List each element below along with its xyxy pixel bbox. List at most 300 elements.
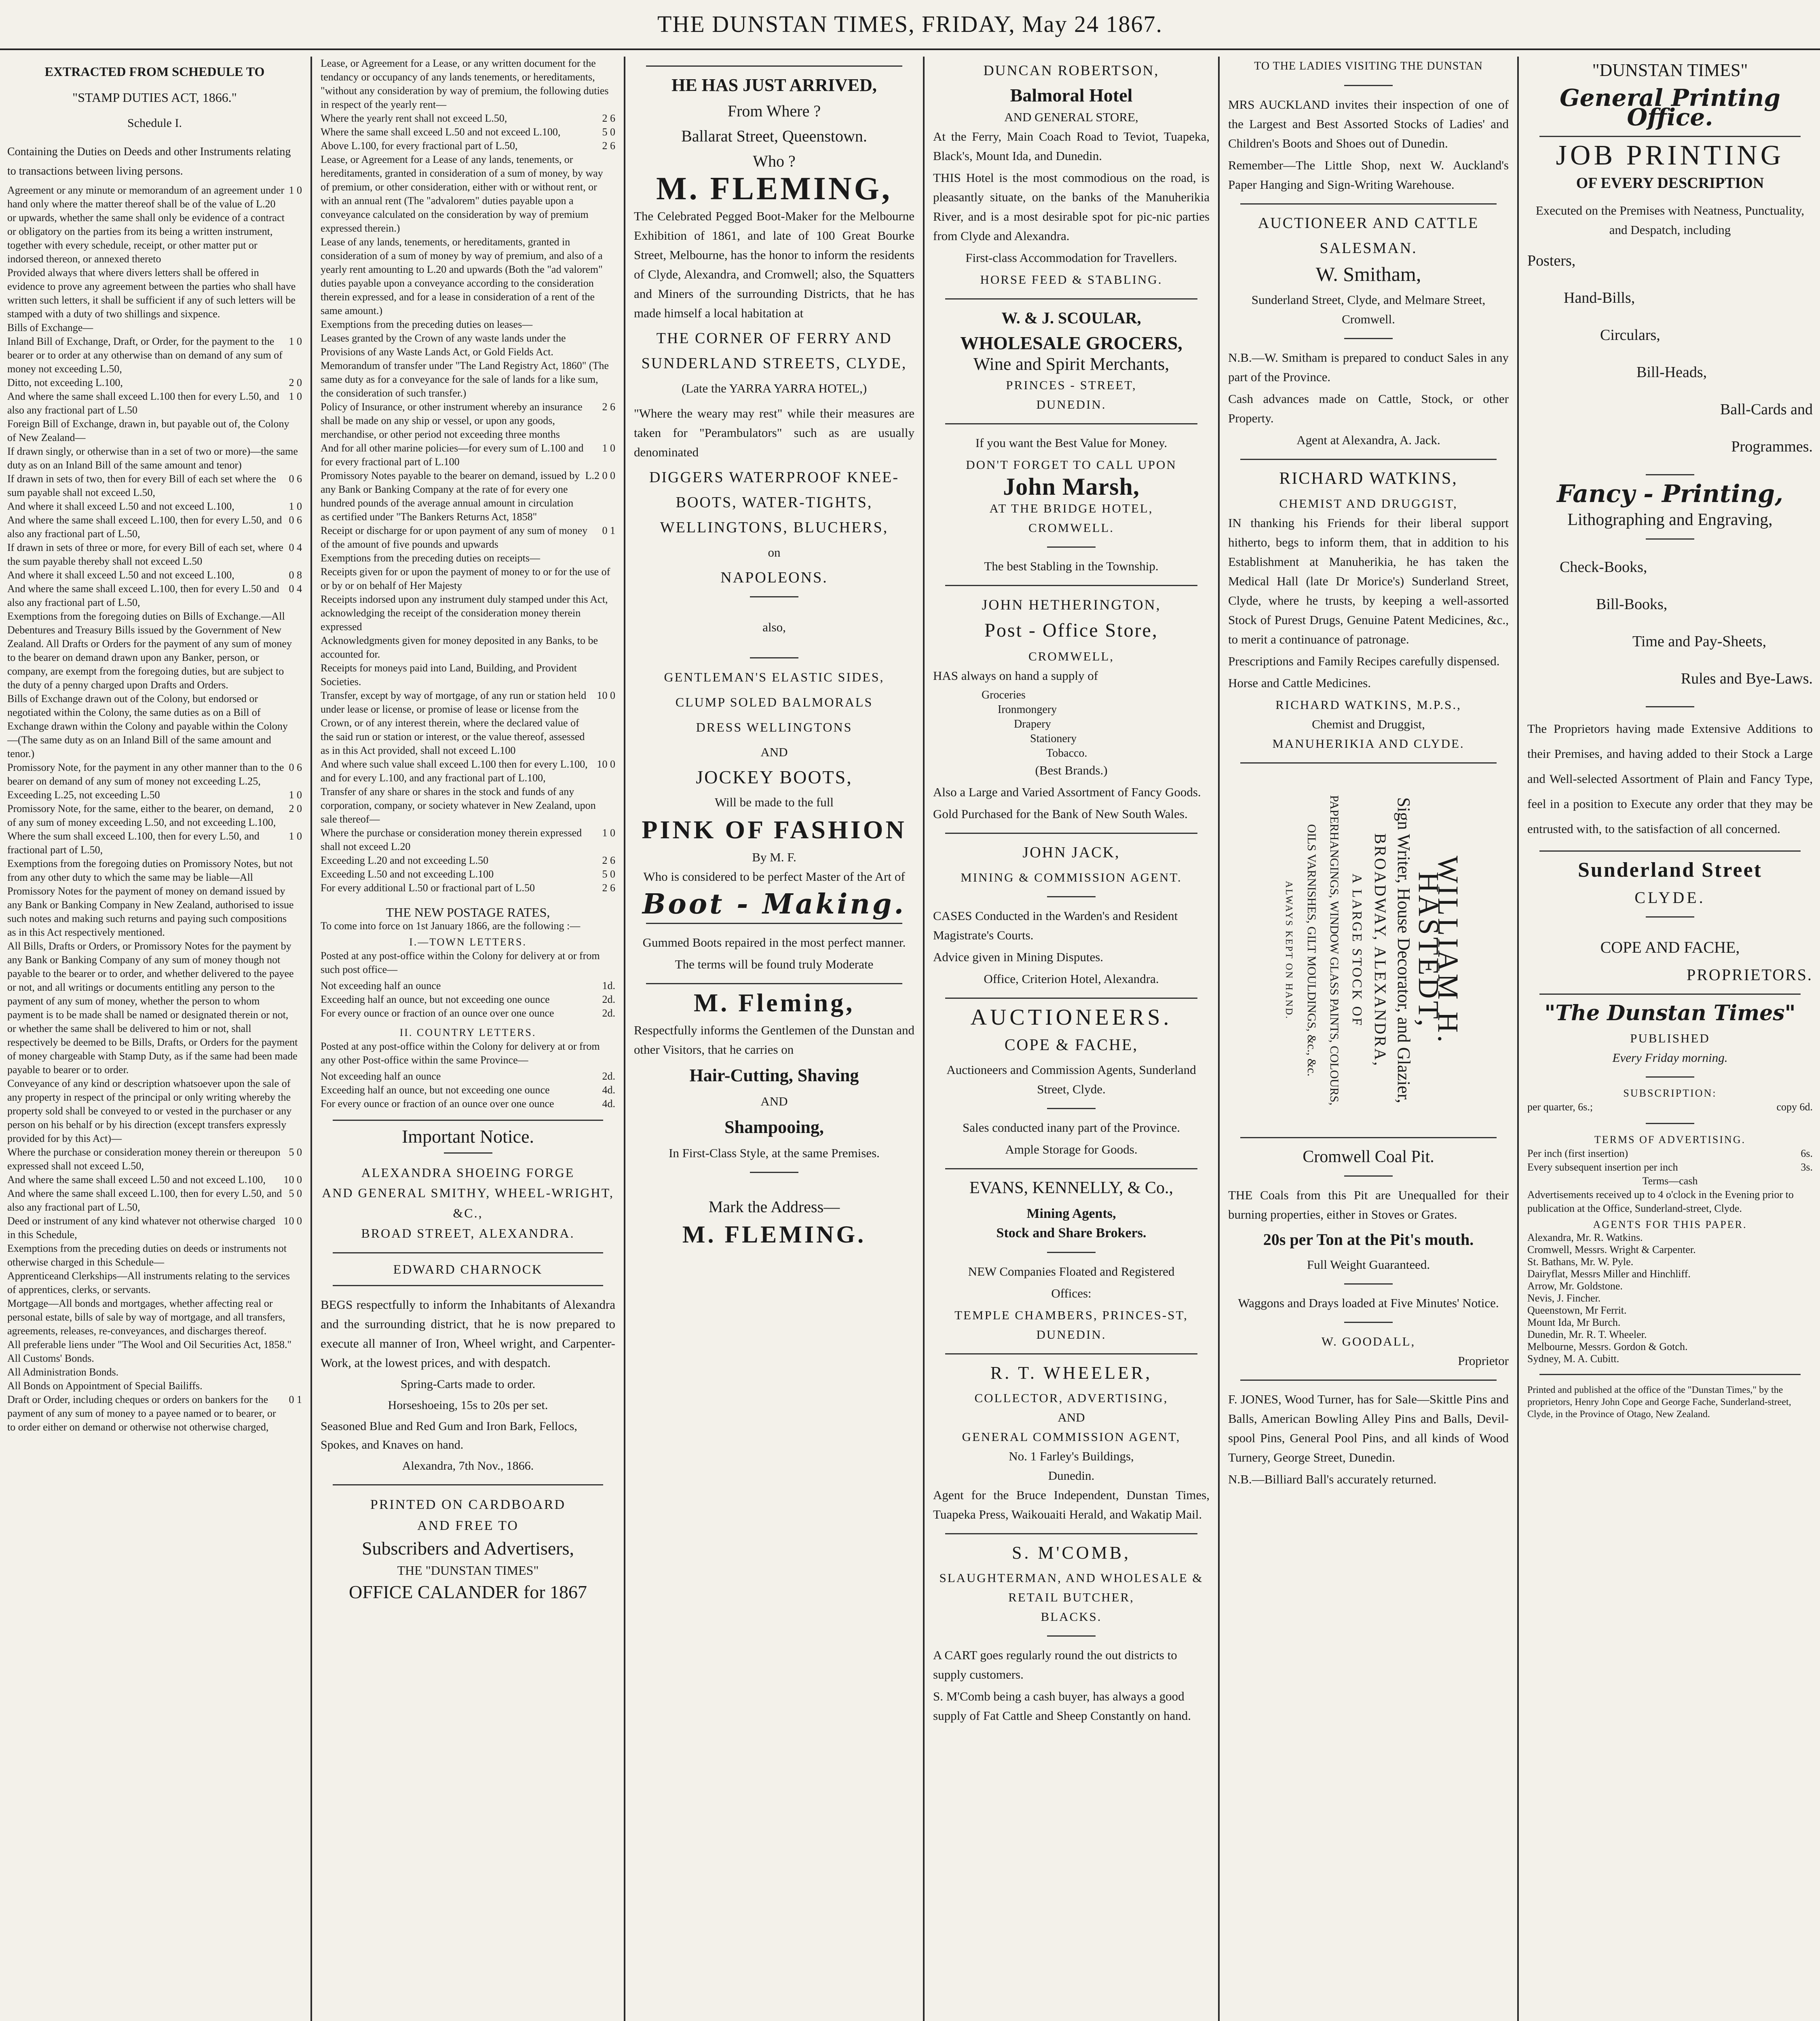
arrival-heading: HE HAS JUST ARRIVED, <box>671 75 877 95</box>
duty-amount <box>298 610 302 692</box>
mining-agents: Mining Agents, <box>1026 1206 1116 1221</box>
duty-entry <box>7 1393 302 1434</box>
ladies-heading: TO THE LADIES VISITING THE DUNSTAN <box>1254 60 1483 72</box>
divider <box>646 923 902 924</box>
wheeler-name: R. T. WHEELER, <box>990 1363 1153 1383</box>
coal-pit-title: Cromwell Coal Pit. <box>1303 1148 1434 1166</box>
duty-text: Exceeding L.20 and not exceeding L.50 <box>321 854 489 866</box>
print-items <box>1527 242 1813 465</box>
subscription-copy: copy 6d. <box>1776 1101 1813 1113</box>
shampooing: Shampooing, <box>724 1117 824 1137</box>
duty-text: Agreement or any minute or memorandum of an agreement under hand only where the matter thereof shall be of the value of L.20 or upwards, whether the same shall only be evidence of a contract or obligatory on the parties from its being a written instrument, together with every schedule, receipt, or other matter put or indorsed thereon, or annexed thereto <box>7 184 285 265</box>
agent-entry: Queenstown, Mr Ferrit. <box>1527 1304 1627 1316</box>
duty-amount: 1 0 <box>289 500 302 512</box>
duty-entry <box>321 331 615 359</box>
wheeler-text: Agent for the Bruce Independent, Dunstan Times, Tuapeka Press, Waikouaiti Herald, and Wakatip Mail. <box>933 1488 1210 1521</box>
smitham-agent: Agent at Alexandra, A. Jack. <box>1296 433 1440 447</box>
duty-amount <box>298 1077 302 1146</box>
smitham-title: AUCTIONEER AND CATTLE <box>1258 215 1479 232</box>
jack-text: CASES Conducted in the Warden's and Resident Magistrate's Courts. <box>933 909 1178 942</box>
duty-amount <box>298 1297 302 1338</box>
made-to: Will be made to the full <box>714 795 834 809</box>
duty-entry <box>321 993 615 1006</box>
advertising-rate-1: Per inch (first insertion) 6s. <box>1527 1148 1813 1159</box>
coal-text: THE Coals from this Pit are Unequalled for their burning properties, either in Stoves or Grates. <box>1228 1188 1509 1221</box>
lithographing: Lithographing and Engraving, <box>1567 511 1773 529</box>
print-item: Posters, <box>1527 252 1576 269</box>
fleming-name-2: M. Fleming, <box>693 988 855 1017</box>
duty-amount: 10 0 <box>597 690 615 701</box>
duty-amount: 0 4 <box>289 583 302 595</box>
watkins-text: IN thanking his Friends for their liberal support hitherto, begs to inform them, that in addition to his Establishment at Manuherikia, he has taken the Medical Hall (late Dr Morice's) Sunderland Street, Clyde, where he trusts, by keeping a well-assorted Stock of Purest Drugs, Genuine Patent Medicines, &c., to merit a continuance of patronage. <box>1228 516 1509 646</box>
divider <box>1240 762 1497 764</box>
divider <box>1047 1252 1096 1253</box>
duty-entry <box>321 979 615 993</box>
item-on: on <box>768 545 781 559</box>
duty-amount <box>298 939 302 1077</box>
auckland-remember: Remember—The Little Shop, next W. Auckland's Paper Hanging and Sign-Writing Warehouse. <box>1228 158 1509 192</box>
duty-amount: 0 1 <box>289 1394 302 1405</box>
hetherington-town: CROMWELL, <box>1028 649 1115 663</box>
terms-cash: Terms—cash <box>1642 1175 1698 1187</box>
wheeler-collector: COLLECTOR, ADVERTISING, <box>974 1391 1168 1405</box>
print-item: Rules and Bye-Laws. <box>1681 670 1813 687</box>
print-items-2 <box>1527 548 1813 697</box>
dunstan-times-title: "DUNSTAN TIMES" <box>1592 60 1748 80</box>
hastedt-goods-2: OILS VARNISHES, GILT MOULDINGS, &c., &c. <box>1305 824 1318 1076</box>
duty-amount <box>298 692 302 761</box>
duty-entry <box>7 184 302 266</box>
masthead: THE DUNSTAN TIMES, FRIDAY, May 24 1867. <box>0 0 1820 50</box>
smitham-address: Sunderland Street, Clyde, and Melmare Street, Cromwell. <box>1251 293 1486 326</box>
divider <box>333 1120 603 1121</box>
duty-amount: 10 0 <box>597 758 615 770</box>
watkins-horse: Horse and Cattle Medicines. <box>1228 676 1371 690</box>
duty-entry <box>7 541 302 568</box>
duty-amount <box>611 331 615 359</box>
divider <box>1240 203 1497 205</box>
smithy-carts: Spring-Carts made to order. <box>400 1378 536 1391</box>
agents-list <box>1527 1232 1813 1365</box>
horse-feed: HORSE FEED & STABLING. <box>980 272 1163 287</box>
duty-text: Not exceeding half an ounce <box>321 980 441 992</box>
agent-entry: Cromwell, Messrs. Wright & Carpenter. <box>1527 1244 1696 1255</box>
agent-entry: Arrow, Mr. Goldstone. <box>1527 1280 1623 1292</box>
duty-entry <box>7 1187 302 1214</box>
duty-text: Lease, or Agreement for a Lease, or any written document for the tendancy or occupancy of any lands tenements, or hereditaments, "without any consideration by way of premium, the following duties in respect of the yearly rent— <box>321 57 609 110</box>
divider <box>1344 1175 1393 1177</box>
duty-amount <box>298 1379 302 1393</box>
goods-item: Tobacco. <box>1046 747 1087 759</box>
duty-text: All Administration Bonds. <box>7 1366 119 1378</box>
best-brands: (Best Brands.) <box>1035 763 1108 777</box>
divider <box>1646 706 1694 707</box>
duty-text: And where the same shall exceed L.100, then for every L.50, and also any fractional part of L.50, <box>7 514 282 540</box>
duty-entry <box>7 1338 302 1352</box>
agent-entry: Dunedin, Mr. R. T. Wheeler. <box>1527 1329 1647 1340</box>
column-rule <box>923 57 925 2021</box>
first-class-style: In First-Class Style, at the same Premises. <box>669 1146 880 1160</box>
farley-buildings: No. 1 Farley's Buildings, <box>1009 1449 1134 1463</box>
mark-address: Mark the Address— <box>708 1198 840 1216</box>
gold-purchased: Gold Purchased for the Bank of New South Wales. <box>933 807 1188 821</box>
duty-entry <box>321 524 615 551</box>
column-dunstan-times <box>1520 57 1820 2021</box>
printing-office-title: General Printing Office. <box>1560 84 1780 131</box>
duty-text: Exemptions from the foregoing duties on Bills of Exchange.—All Debentures and Treasury Bills issued by the Government of New Zealand. All Drafts or Orders for the payment of any sum of money to the bearer on demand drawn upon any Banker, person, or company, are exempt from the foregoing duties, but are subject to the duty of a penny charged upon Drafts and Orders. <box>7 610 292 691</box>
duty-entry <box>321 1097 615 1111</box>
print-item: Time and Pay-Sheets, <box>1632 633 1767 650</box>
mcomb-blacks: BLACKS. <box>1041 1610 1102 1624</box>
and-2: AND <box>760 1094 788 1108</box>
print-item: Check-Books, <box>1560 559 1647 576</box>
duty-text: And where the same shall exceed L.50 and not exceed L.100, <box>7 1174 266 1186</box>
watkins-prescriptions: Prescriptions and Family Recipes carefully dispensed. <box>1228 654 1500 668</box>
duty-amount: 2 6 <box>602 854 615 866</box>
duty-text: Exceeding L.25, not exceeding L.50 <box>7 789 160 801</box>
duty-text: All Bills, Drafts or Orders, or Promissory Notes for the payment by any Bank or Banking Company of any sum of money though not payable to the bearer or to order, and whether delivered to the payee or not, and all writings or documents entitling any person to the payment of any sum of money, whether the person to whom payment is to be made shall be named or designated therein or not, or whether the same shall be delivered to him or not, shall respectively be deemed to be Bills, Drafts, or Orders for the payment of money chargeable with Stamp Duty, as if the same had been made payable to bearer or to order. <box>7 940 298 1076</box>
column-merchants <box>926 57 1217 2021</box>
smitham-title-2: SALESMAN. <box>1320 240 1417 257</box>
agents-title: AGENTS FOR THIS PAPER. <box>1593 1219 1747 1230</box>
post-office-store: Post - Office Store, <box>984 620 1158 641</box>
duty-text: All Customs' Bonds. <box>7 1352 94 1364</box>
jack-name: JOHN JACK, <box>1022 844 1120 861</box>
storage: Ample Storage for Goods. <box>1005 1142 1138 1156</box>
duty-text: Lease, or Agreement for a Lease of any lands, tenements, or hereditaments, granted in consideration of a sum of money, by way of premium, or other consideration, either with or without rent, or with an annual rent (The "advalorem" duties payable upon a conveyance calculated on the consideration by way of premium expressed therein.) <box>321 154 603 234</box>
hastedt-kept: ALWAYS KEPT ON HAND. <box>1284 881 1294 1020</box>
divider <box>333 1252 603 1253</box>
column-leases-postage <box>313 57 623 2021</box>
divider <box>1539 850 1801 852</box>
from-where: From Where ? <box>727 102 821 120</box>
duty-amount <box>611 57 615 112</box>
duty-entry <box>7 761 302 788</box>
duty-entry <box>321 881 615 895</box>
dunstan-times-logo: "The Dunstan Times" <box>1544 1001 1796 1025</box>
goodall-proprietor: Proprietor <box>1458 1354 1509 1368</box>
duty-entry <box>321 551 615 565</box>
dont-forget: DON'T FORGET TO CALL UPON <box>966 458 1177 472</box>
duty-amount: 0 6 <box>289 514 302 526</box>
column-rule <box>624 57 625 2021</box>
divider <box>945 833 1197 834</box>
divider <box>750 596 798 597</box>
duty-amount: 4d. <box>602 1098 615 1110</box>
fleming-text: "Where the weary may rest" while their measures are taken for "Perambulators" such as are usually denominated <box>634 406 914 459</box>
duty-text: Acknowledgments given for money deposited in any Banks, to be accounted for. <box>321 635 598 660</box>
duty-amount: 1 0 <box>602 827 615 839</box>
fleming-name: M. FLEMING, <box>656 171 892 207</box>
executed-text: Executed on the Premises with Neatness, Punctuality, and Despatch, including <box>1535 203 1805 237</box>
duty-amount: 1 0 <box>602 442 615 454</box>
address-3: (Late the YARRA YARRA HOTEL,) <box>681 381 867 395</box>
divider <box>945 298 1197 300</box>
smitham-cash: Cash advances made on Cattle, Stock, or other Property. <box>1228 392 1509 425</box>
duty-entry <box>7 500 302 513</box>
hastedt-advert <box>1228 772 1509 1128</box>
duty-amount <box>611 661 615 689</box>
duty-entry <box>321 593 615 634</box>
print-item: Circulars, <box>1600 327 1660 344</box>
duty-entry <box>321 1070 615 1083</box>
address-2: SUNDERLAND STREETS, CLYDE, <box>641 355 907 372</box>
duty-text: Draft or Order, including cheques or orders on bankers for the payment of any sum of money to a payee named or to bearer, or to order either on demand or otherwise not otherwise charged, <box>7 1394 276 1433</box>
duty-text: Exceeding L.50 and not exceeding L.100 <box>321 868 494 880</box>
cope-fache: COPE & FACHE, <box>1004 1036 1138 1054</box>
print-item: Programmes. <box>1731 438 1813 455</box>
cromwell: CROMWELL. <box>1028 521 1115 535</box>
terms-moderate: The terms will be found truly Moderate <box>675 957 874 971</box>
duty-entry <box>7 1077 302 1146</box>
duty-amount <box>298 266 302 321</box>
duty-text: Memorandum of transfer under "The Land Registry Act, 1860" (The same duty as for a conveyance for the sale of lands for a like sum, the consideration of such transfer.) <box>321 360 609 399</box>
duty-entry <box>7 390 302 417</box>
duty-entry <box>321 867 615 881</box>
goods-item: Groceries <box>982 689 1026 701</box>
item-water-tights: BOOTS, WATER-TIGHTS, <box>676 494 873 511</box>
hastedt-stock: A LARGE STOCK OF <box>1349 873 1364 1027</box>
duty-list <box>7 184 302 1434</box>
duty-entry <box>321 826 615 854</box>
item-balmorals: CLUMP SOLED BALMORALS <box>675 695 873 709</box>
coal-waggons: Waggons and Drays loaded at Five Minutes' Notice. <box>1238 1296 1499 1310</box>
john-marsh: John Marsh, <box>1003 473 1140 500</box>
duty-amount: 0 8 <box>289 569 302 581</box>
duty-entry <box>321 565 615 593</box>
duty-text: Exemptions from the preceding duties on leases— <box>321 319 533 330</box>
princes-street: PRINCES - STREET, <box>1006 378 1137 392</box>
postage-intro: To come into force on 1st January 1866, are the following :— <box>321 920 581 932</box>
column-rule <box>1218 57 1220 2021</box>
duty-entry <box>7 829 302 857</box>
divider <box>945 585 1197 586</box>
duty-amount: 1 0 <box>289 335 302 347</box>
duty-entry <box>7 321 302 335</box>
duty-text: Promissory Notes payable to the bearer on demand, issued by any Bank or Banking Company at the rate of for every one hundred pounds of the average annual amount in circulation as certified under "The Bankers Returns Act, 1858" <box>321 470 580 523</box>
also: also, <box>762 620 786 634</box>
divider <box>1646 1076 1694 1078</box>
duty-amount <box>298 857 302 939</box>
calendar-line-1: PRINTED ON CARDBOARD <box>370 1497 566 1512</box>
country-letters-title: II. COUNTRY LETTERS. <box>399 1027 536 1038</box>
duty-amount <box>298 1352 302 1365</box>
divider <box>1344 85 1393 86</box>
wholesale-grocers: WHOLESALE GROCERS, <box>960 333 1182 353</box>
divider <box>1344 1283 1393 1285</box>
hastedt-trades: Sign Writer, House Decorator, and Glazier, <box>1394 797 1414 1103</box>
duty-amount: 2 6 <box>602 140 615 152</box>
mcomb-trade: SLAUGHTERMAN, AND WHOLESALE & RETAIL BUTCHER, <box>939 1571 1203 1604</box>
divider <box>1539 1374 1801 1375</box>
duty-text: Leases granted by the Crown of any waste lands under the Provisions of any Waste Lands Act, or Gold Fields Act. <box>321 332 566 358</box>
duty-amount <box>298 1338 302 1352</box>
hastedt-address: BROADWAY, ALEXANDRA, <box>1371 833 1389 1067</box>
wine-merchants: Wine and Spirit Merchants, <box>973 354 1170 374</box>
duty-amount: 0 1 <box>602 525 615 536</box>
duty-amount <box>611 593 615 634</box>
duty-text: Inland Bill of Exchange, Draft, or Order, for the payment to the bearer or to order at any otherwise than on demand of any sum of money not exceeding L.50, <box>7 335 283 375</box>
and-1: AND <box>760 745 788 759</box>
duty-entry <box>321 359 615 400</box>
every-description: OF EVERY DESCRIPTION <box>1576 175 1764 192</box>
duty-text: Ditto, not exceeding L.100, <box>7 377 123 388</box>
scoular-name: W. & J. SCOULAR, <box>1001 309 1141 327</box>
advertising-rate-2: Every subsequent insertion per inch 3s. <box>1527 1161 1813 1173</box>
hair-cutting: Hair-Cutting, Shaving <box>689 1065 859 1085</box>
divider <box>1240 1137 1497 1138</box>
fleming-signature: M. FLEMING. <box>682 1221 866 1248</box>
duty-entry <box>7 1352 302 1365</box>
smitham-nb: N.B.—W. Smitham is prepared to conduct Sales in any part of the Province. <box>1228 350 1509 384</box>
duty-entry <box>7 1269 302 1297</box>
duty-entry <box>321 112 615 125</box>
duty-text: And where such value shall exceed L.100 then for every L.100, and for every L.100, and any fractional part of L.100, <box>321 758 588 784</box>
advertising-title: TERMS OF ADVERTISING. <box>1594 1134 1746 1146</box>
duty-amount <box>611 318 615 331</box>
smitham-name: W. Smitham, <box>1315 263 1421 285</box>
duty-text: Bills of Exchange— <box>7 322 93 333</box>
smithy-services: AND GENERAL SMITHY, WHEEL-WRIGHT, &C., <box>322 1186 614 1220</box>
print-item: Bill-Books, <box>1596 596 1668 613</box>
calendar-line-4: THE "DUNSTAN TIMES" <box>397 1563 539 1578</box>
duty-entry <box>321 1083 615 1097</box>
agent-entry: Melbourne, Messrs. Gordon & Gotch. <box>1527 1341 1688 1352</box>
agent-entry: Nevis, J. Fincher. <box>1527 1292 1601 1304</box>
bridge-hotel: AT THE BRIDGE HOTEL, <box>989 501 1153 515</box>
town-letters-title: I.—TOWN LETTERS. <box>409 936 527 948</box>
calendar-line-5: OFFICE CALANDER for 1867 <box>348 1582 587 1602</box>
divider <box>1240 1380 1497 1381</box>
duty-text: All preferable liens under "The Wool and Oil Securities Act, 1858." <box>7 1339 292 1350</box>
mcomb-cart: A CART goes regularly round the out districts to supply customers. <box>933 1648 1177 1681</box>
pink-of-fashion: PINK OF FASHION <box>642 815 907 844</box>
clyde: CLYDE. <box>1634 888 1706 907</box>
duty-text: For every ounce or fraction of an ounce over one ounce <box>321 1098 554 1110</box>
duty-entry <box>321 318 615 331</box>
duty-amount <box>298 1365 302 1379</box>
item-napoleons: NAPOLEONS. <box>720 569 828 586</box>
divider <box>1539 994 1801 995</box>
divider <box>1646 916 1694 918</box>
print-item: Bill-Heads, <box>1636 364 1707 381</box>
duty-amount: 0 6 <box>289 762 302 773</box>
cope-fache-text: Auctioneers and Commission Agents, Sunderland Street, Clyde. <box>946 1063 1196 1096</box>
duty-entry <box>7 376 302 390</box>
dunedin: DUNEDIN. <box>1036 397 1106 411</box>
column-rule <box>1517 57 1519 2021</box>
duty-entry <box>7 472 302 500</box>
duty-entry <box>7 582 302 610</box>
watkins-signature-3: MANUHERIKIA AND CLYDE. <box>1272 736 1465 751</box>
subscription-quarter: per quarter, 6s.; <box>1527 1101 1593 1113</box>
duty-amount: L.2 0 0 <box>585 470 615 481</box>
duty-text: Deed or instrument of any kind whatever not otherwise charged in this Schedule, <box>7 1215 276 1240</box>
divider <box>1344 1322 1393 1323</box>
auckland-text: MRS AUCKLAND invites their inspection of one of the Largest and Best Assorted Stocks of Ladies' and Children's Boots and Shoes out of Dunedin. <box>1228 97 1509 150</box>
fancy-goods: Also a Large and Varied Assortment of Fancy Goods. <box>933 785 1201 799</box>
duty-entry <box>7 266 302 321</box>
duty-text: If drawn in sets of two, then for every Bill of each set where the sum payable shall not exceed L.50, <box>7 473 276 498</box>
duty-amount: 2d. <box>602 1070 615 1082</box>
divider <box>1646 474 1694 475</box>
sunderland-street: Sunderland Street <box>1578 859 1762 882</box>
duty-text: And where the same shall exceed L.100 then for every L.50, and also any fractional part of L.50 <box>7 390 279 416</box>
subscription-title: SUBSCRIPTION: <box>1623 1087 1717 1099</box>
wheeler-dunedin: Dunedin. <box>1048 1468 1095 1483</box>
duty-entry <box>7 513 302 541</box>
proprietors: PROPRIETORS. <box>1686 966 1813 984</box>
divider <box>646 65 902 67</box>
duty-entry <box>7 802 302 829</box>
hastedt-name: WILLIAM H. HASTEDT, <box>1413 856 1464 1045</box>
goods-item: Ironmongery <box>998 703 1057 716</box>
duty-amount: 0 6 <box>289 473 302 485</box>
divider <box>1646 538 1694 540</box>
divider <box>945 1353 1197 1354</box>
jones-nb: N.B.—Billiard Ball's accurately returned. <box>1228 1472 1437 1486</box>
item-elastic-sides: GENTLEMAN'S ELASTIC SIDES, <box>664 670 885 684</box>
duty-text: Receipts given for or upon the payment of money to or for the use of or by or on behalf of Her Majesty <box>321 566 610 591</box>
divider <box>1047 896 1096 897</box>
duty-amount: 0 4 <box>289 542 302 553</box>
calendar-line-3: Subscribers and Advertisers, <box>361 1538 574 1559</box>
print-item: Ball-Cards and <box>1720 401 1813 418</box>
duty-entry <box>7 1214 302 1242</box>
goodall: W. GOODALL, <box>1321 1334 1416 1348</box>
divider <box>1646 1123 1694 1124</box>
schedule-number: Schedule I. <box>127 116 182 130</box>
ballarat-street: Ballarat Street, Queenstown. <box>681 127 867 145</box>
auctioneers: AUCTIONEERS. <box>970 1005 1172 1030</box>
duty-amount: 5 0 <box>602 126 615 138</box>
duty-entry <box>7 568 302 582</box>
duty-text: Conveyance of any kind or description whatsoever upon the sale of any property in respect of the principal or only writing whereby the property sold shall be conveyed to or vested in the purchaser or any person on his behalf or by his direction (except transfers expressly provided for by this Act)— <box>7 1078 292 1144</box>
schedule-title: EXTRACTED FROM SCHEDULE TO <box>44 64 265 79</box>
divider <box>1240 459 1497 460</box>
goods-item: Drapery <box>1014 718 1051 730</box>
duty-amount: 2 0 <box>289 803 302 814</box>
goods-item: Stationery <box>1030 732 1077 745</box>
coal-price: 20s per Ton at the Pit's mouth. <box>1263 1230 1474 1249</box>
divider <box>945 998 1197 999</box>
divider <box>1047 1635 1096 1637</box>
duty-list <box>321 57 615 895</box>
general-store: AND GENERAL STORE, <box>1004 110 1138 124</box>
country-rates <box>321 1070 615 1111</box>
duty-entry <box>7 1242 302 1269</box>
duty-entry <box>7 610 302 692</box>
duty-amount: 2 6 <box>602 112 615 124</box>
duty-entry <box>321 689 615 757</box>
duty-entry <box>321 139 615 153</box>
duty-text: And where the same shall exceed L.100, then for every L.50 and also any fractional part of L.50, <box>7 583 279 608</box>
duty-entry <box>321 153 615 235</box>
duty-text: Exceeding half an ounce, but not exceeding one ounce <box>321 1084 550 1096</box>
duty-entry <box>321 235 615 318</box>
town-letters-text: Posted at any post-office within the Colony for delivery at or from such post office— <box>321 950 600 975</box>
divider <box>444 1152 492 1154</box>
item-dress-wellingtons: DRESS WELLINGTONS <box>696 720 853 734</box>
duty-amount <box>611 235 615 318</box>
published: PUBLISHED <box>1630 1031 1710 1045</box>
divider <box>646 983 902 984</box>
schedule-intro: Containing the Duties on Deeds and other Instruments relating to transactions between living persons. <box>7 146 291 177</box>
duty-text: And where it shall exceed L.50 and not exceed L.100, <box>7 569 234 581</box>
divider <box>945 423 1197 424</box>
master-of-art: Who is considered to be perfect Master of the Art of <box>643 869 905 884</box>
duty-text: If drawn singly, or otherwise than in a set of two or more)—the same duty as on an Inland Bill of the same amount and tenor) <box>7 445 298 471</box>
